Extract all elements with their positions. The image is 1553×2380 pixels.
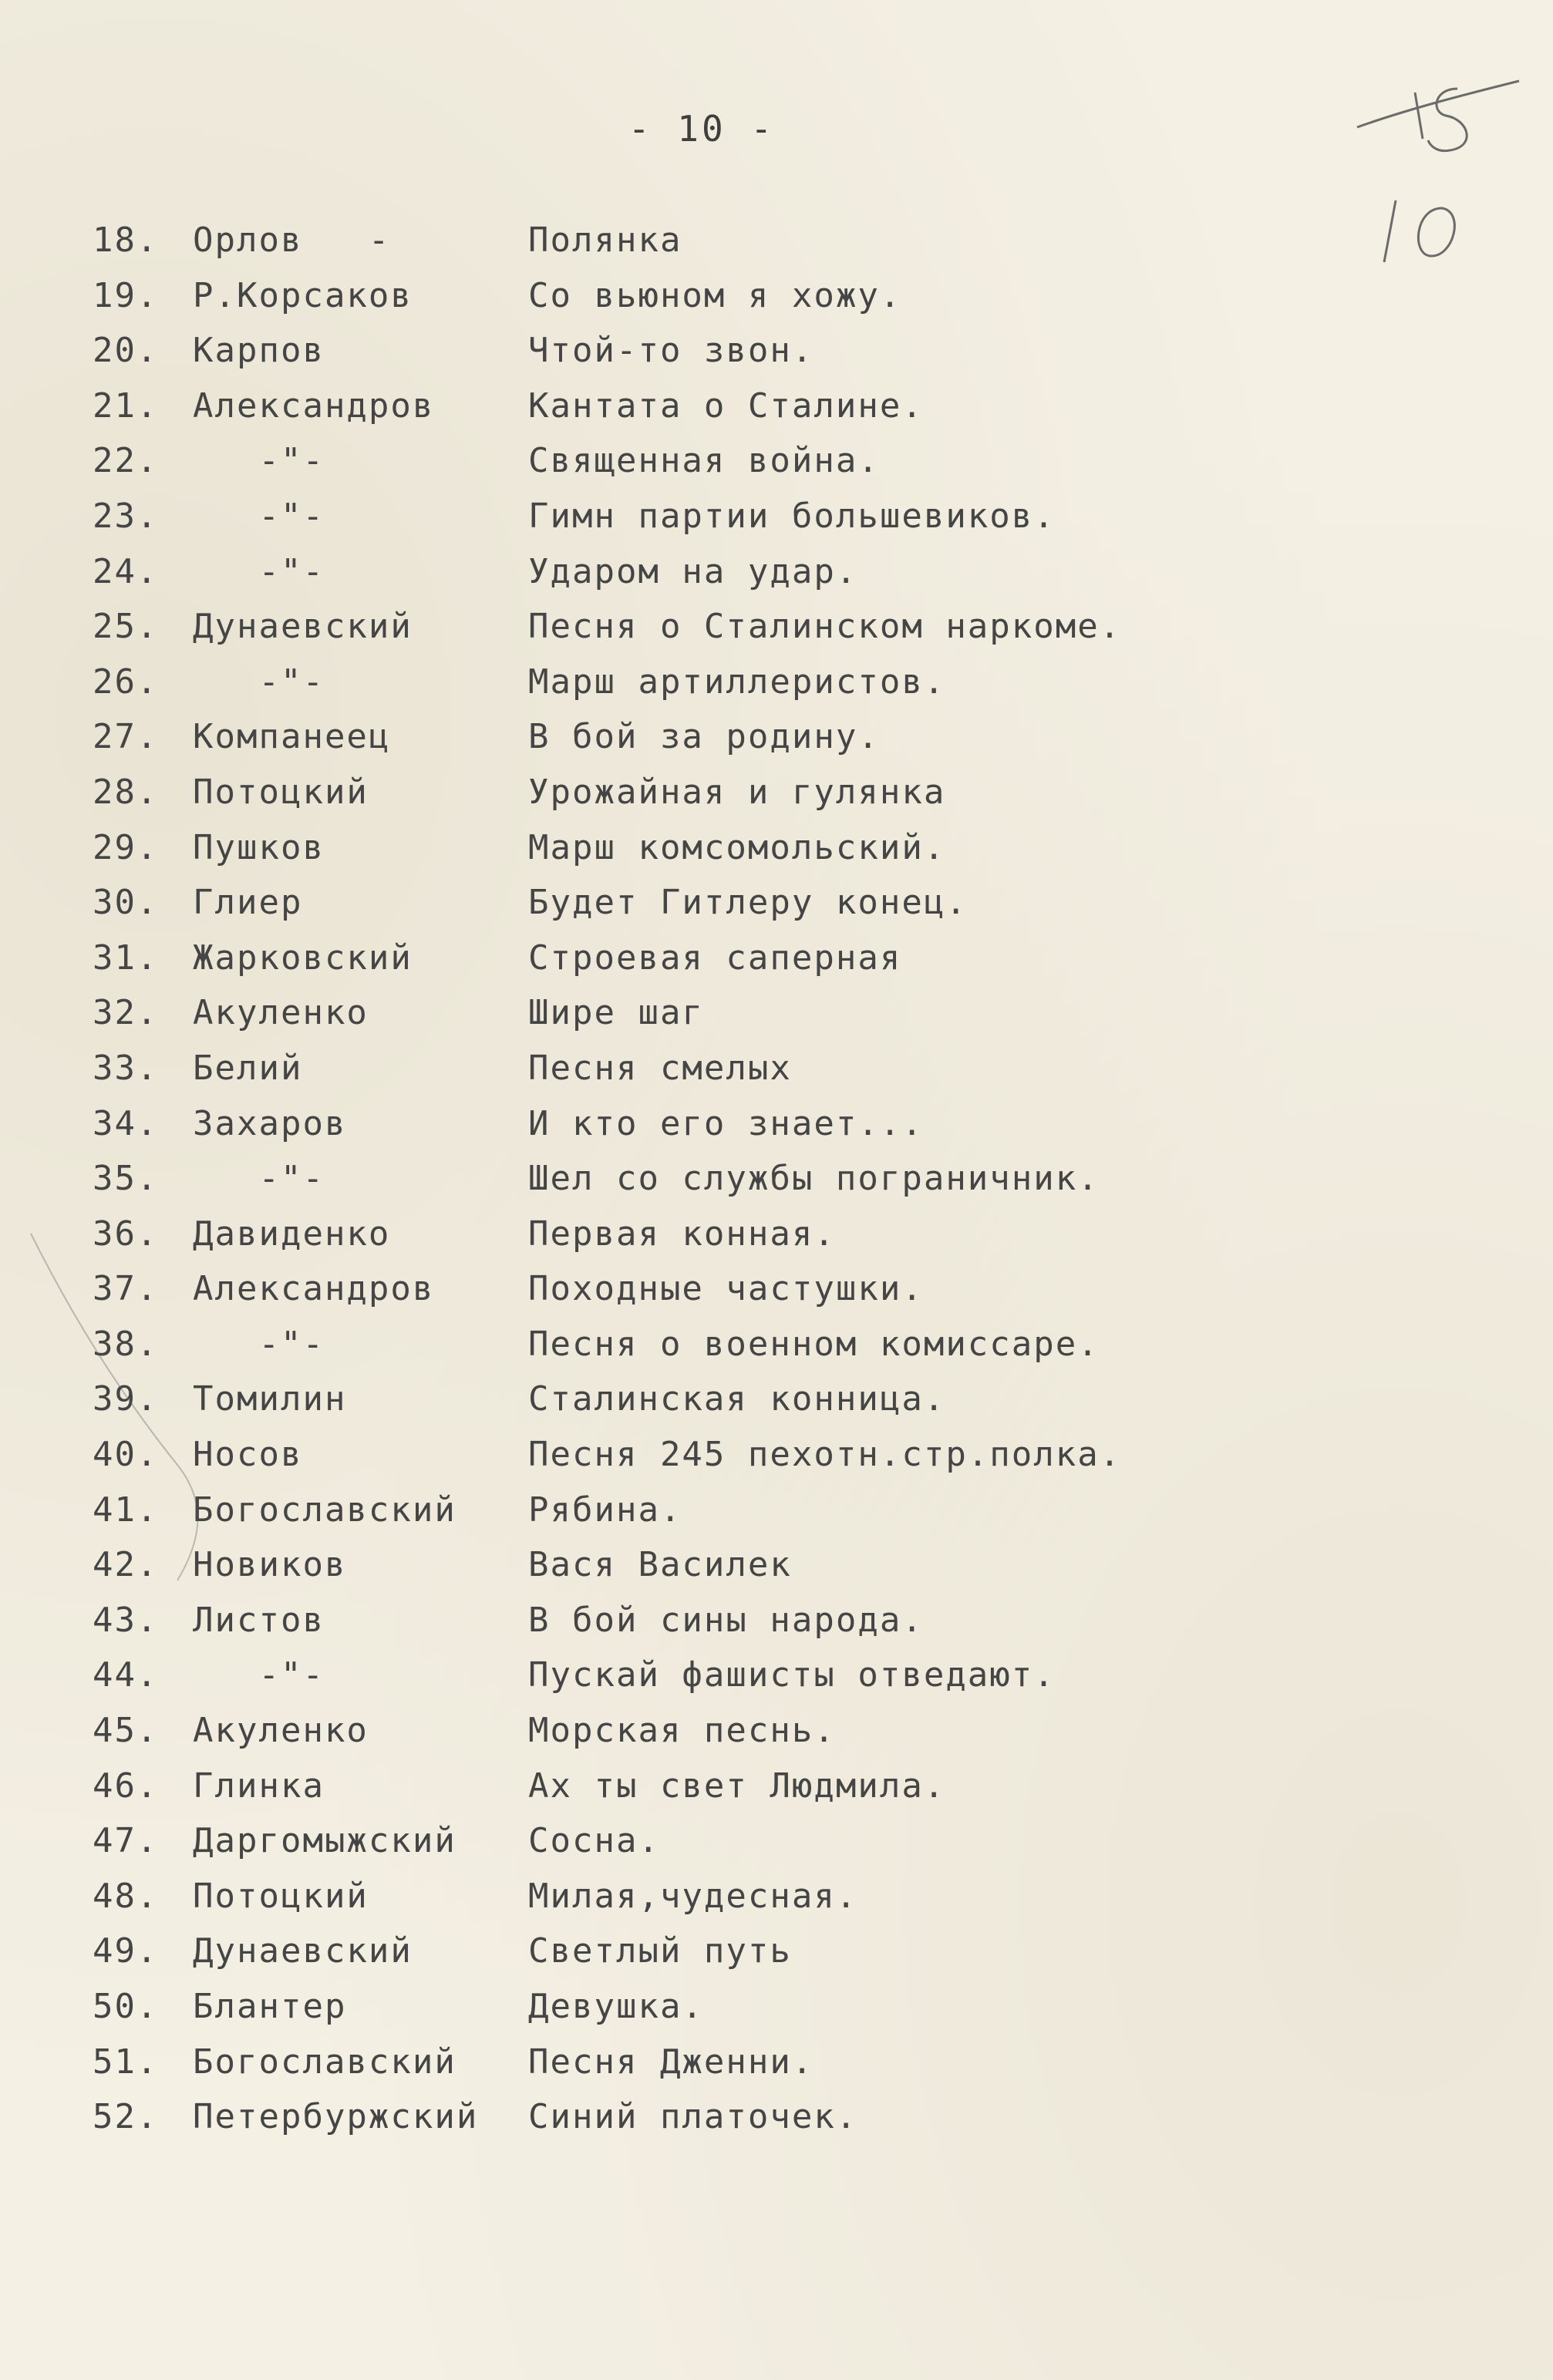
song-list xyxy=(93,220,1249,2153)
entry-number: 48. xyxy=(93,1876,159,1916)
entry-number: 45. xyxy=(93,1711,159,1751)
song-title: Шире шаг xyxy=(528,993,704,1033)
song-title: Сосна. xyxy=(528,1821,660,1861)
list-item xyxy=(93,1987,1249,2042)
composer-name: Дунаевский xyxy=(193,607,413,647)
song-title: Песня Дженни. xyxy=(528,2042,814,2082)
list-item xyxy=(93,662,1249,718)
song-title: Урожайная и гулянка xyxy=(528,772,946,812)
list-item xyxy=(93,1655,1249,1711)
song-title: Шел со службы пограничник. xyxy=(528,1159,1100,1199)
list-item xyxy=(93,938,1249,994)
entry-number: 46. xyxy=(93,1766,159,1806)
song-title: Светлый путь xyxy=(528,1931,792,1971)
entry-number: 23. xyxy=(93,496,159,536)
entry-number: 18. xyxy=(93,220,159,260)
entry-number: 21. xyxy=(93,385,159,426)
entry-number: 24. xyxy=(93,551,159,591)
song-title: В бой за родину. xyxy=(528,717,880,757)
list-item xyxy=(93,717,1249,773)
song-title: Рябина. xyxy=(528,1490,682,1530)
list-item xyxy=(93,607,1249,662)
composer-name: Р.Корсаков xyxy=(193,275,413,315)
list-item xyxy=(93,1877,1249,1932)
song-title: Вася Василек xyxy=(528,1545,792,1585)
composer-name: Богославский xyxy=(193,1490,456,1530)
composer-name: Потоцкий xyxy=(193,1876,369,1916)
composer-name: Белий xyxy=(193,1048,303,1088)
entry-number: 27. xyxy=(93,717,159,757)
song-title: Кантата о Сталине. xyxy=(528,385,924,426)
entry-number: 43. xyxy=(93,1600,159,1640)
entry-number: 25. xyxy=(93,607,159,647)
composer-name: -"- xyxy=(193,1655,325,1695)
list-item xyxy=(93,1490,1249,1546)
entry-number: 51. xyxy=(93,2042,159,2082)
song-title: В бой сины народа. xyxy=(528,1600,924,1640)
composer-name: Захаров xyxy=(193,1103,347,1143)
composer-name: Давиденко xyxy=(193,1214,391,1254)
list-item xyxy=(93,1379,1249,1435)
entry-number: 49. xyxy=(93,1931,159,1971)
composer-name: Носов xyxy=(193,1435,303,1475)
list-item xyxy=(93,1545,1249,1601)
composer-name: Потоцкий xyxy=(193,772,369,812)
composer-name: Дунаевский xyxy=(193,1931,413,1971)
list-item xyxy=(93,1435,1249,1490)
entry-number: 42. xyxy=(93,1545,159,1585)
list-item xyxy=(93,883,1249,938)
song-title: Строевая саперная xyxy=(528,938,902,978)
composer-name: Листов xyxy=(193,1600,325,1640)
composer-name: Компанеец xyxy=(193,717,391,757)
composer-name: -"- xyxy=(193,496,325,536)
composer-name: Карпов xyxy=(193,331,325,371)
song-title: Будет Гитлеру конец. xyxy=(528,883,968,923)
entry-number: 28. xyxy=(93,772,159,812)
entry-number: 26. xyxy=(93,661,159,702)
composer-name: Пушков xyxy=(193,827,325,867)
list-item xyxy=(93,497,1249,552)
song-title: Марш комсомольский. xyxy=(528,827,946,867)
list-item xyxy=(93,1325,1249,1380)
page-number: - 10 - xyxy=(628,108,776,150)
list-item xyxy=(93,552,1249,608)
song-title: Гимн партии большевиков. xyxy=(528,496,1056,536)
list-item xyxy=(93,1049,1249,1104)
list-item xyxy=(93,1269,1249,1325)
composer-name: -"- xyxy=(193,1159,325,1199)
entry-number: 22. xyxy=(93,441,159,481)
song-title: И кто его знает... xyxy=(528,1103,924,1143)
composer-name: Акуленко xyxy=(193,993,369,1033)
song-title: Морская песнь. xyxy=(528,1711,836,1751)
entry-number: 47. xyxy=(93,1821,159,1861)
list-item xyxy=(93,1766,1249,1822)
list-item xyxy=(93,1104,1249,1160)
entry-number: 34. xyxy=(93,1103,159,1143)
list-item xyxy=(93,1601,1249,1656)
entry-number: 41. xyxy=(93,1490,159,1530)
list-item xyxy=(93,2042,1249,2098)
entry-number: 37. xyxy=(93,1269,159,1309)
list-item xyxy=(93,1214,1249,1270)
list-item xyxy=(93,1821,1249,1877)
list-item xyxy=(93,276,1249,332)
composer-name: -"- xyxy=(193,551,325,591)
composer-name: Жарковский xyxy=(193,938,413,978)
entry-number: 31. xyxy=(93,938,159,978)
song-title: Песня 245 пехотн.стр.полка. xyxy=(528,1435,1122,1475)
song-title: Пускай фашисты отведают. xyxy=(528,1655,1056,1695)
composer-name: -"- xyxy=(193,661,325,702)
entry-number: 19. xyxy=(93,275,159,315)
song-title: Чтой-то звон. xyxy=(528,331,814,371)
song-title: Синий платочек. xyxy=(528,2097,858,2137)
entry-number: 40. xyxy=(93,1435,159,1475)
composer-name: Томилин xyxy=(193,1379,347,1419)
song-title: Полянка xyxy=(528,220,682,260)
list-item xyxy=(93,1159,1249,1214)
composer-name: Александров xyxy=(193,1269,435,1309)
song-title: Ударом на удар. xyxy=(528,551,858,591)
composer-name: Новиков xyxy=(193,1545,347,1585)
song-title: Марш артиллеристов. xyxy=(528,661,946,702)
composer-name: Блантер xyxy=(193,1987,347,2026)
entry-number: 20. xyxy=(93,331,159,371)
song-title: Песня о Сталинском наркоме. xyxy=(528,607,1122,647)
song-title: Сталинская конница. xyxy=(528,1379,946,1419)
list-item xyxy=(93,773,1249,828)
song-title: Походные частушки. xyxy=(528,1269,924,1309)
song-title: Милая,чудесная. xyxy=(528,1876,858,1916)
list-item xyxy=(93,441,1249,497)
song-title: Со вьюном я хожу. xyxy=(528,275,902,315)
song-title: Девушка. xyxy=(528,1987,704,2026)
list-item xyxy=(93,828,1249,884)
entry-number: 36. xyxy=(93,1214,159,1254)
list-item xyxy=(93,993,1249,1049)
entry-number: 38. xyxy=(93,1324,159,1364)
entry-number: 29. xyxy=(93,827,159,867)
composer-name: -"- xyxy=(193,1324,325,1364)
song-title: Песня смелых xyxy=(528,1048,792,1088)
entry-number: 30. xyxy=(93,883,159,923)
song-title: Ах ты свет Людмила. xyxy=(528,1766,946,1806)
entry-number: 33. xyxy=(93,1048,159,1088)
composer-name: Александров xyxy=(193,385,435,426)
list-item xyxy=(93,1931,1249,1987)
song-title: Священная война. xyxy=(528,441,880,481)
list-item xyxy=(93,386,1249,442)
list-item xyxy=(93,331,1249,386)
song-title: Первая конная. xyxy=(528,1214,836,1254)
list-item xyxy=(93,220,1249,276)
entry-number: 44. xyxy=(93,1655,159,1695)
handwritten-folio-numbers-icon xyxy=(1342,54,1527,285)
entry-number: 39. xyxy=(93,1379,159,1419)
list-item xyxy=(93,1711,1249,1766)
composer-name: Петербуржский xyxy=(193,2097,479,2137)
entry-number: 50. xyxy=(93,1987,159,2026)
entry-number: 35. xyxy=(93,1159,159,1199)
list-item xyxy=(93,2097,1249,2153)
composer-name: Богославский xyxy=(193,2042,456,2082)
composer-name: Орлов - xyxy=(193,220,391,260)
archive-folio-mark xyxy=(1342,54,1527,285)
song-title: Песня о военном комиссаре. xyxy=(528,1324,1100,1364)
composer-name: Глинка xyxy=(193,1766,325,1806)
composer-name: Глиер xyxy=(193,883,303,923)
composer-name: -"- xyxy=(193,441,325,481)
entry-number: 32. xyxy=(93,993,159,1033)
composer-name: Акуленко xyxy=(193,1711,369,1751)
entry-number: 52. xyxy=(93,2097,159,2137)
composer-name: Даргомыжский xyxy=(193,1821,456,1861)
